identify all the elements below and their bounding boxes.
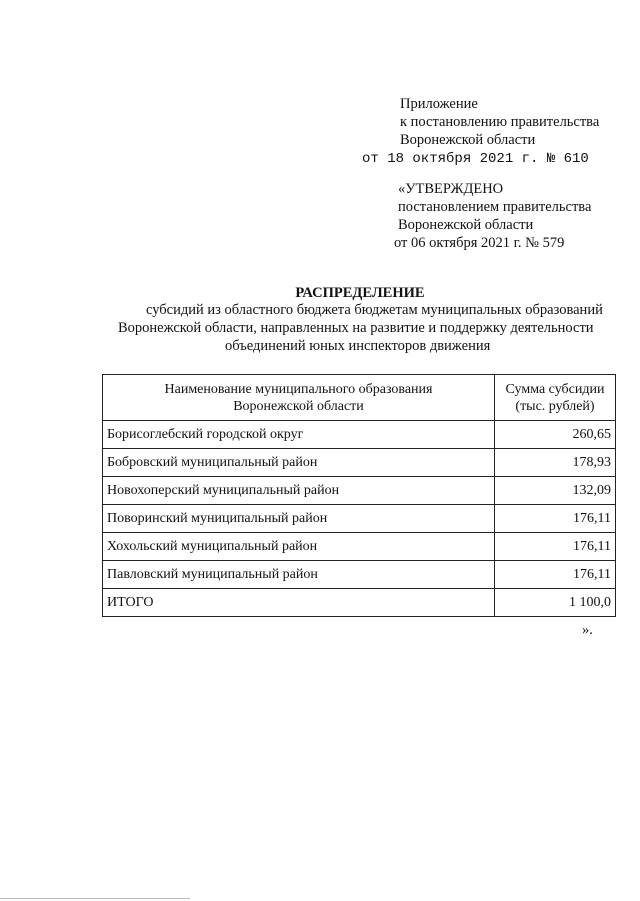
row-name: Новохоперский муниципальный район	[103, 477, 495, 505]
attachment-line-1: Приложение	[400, 96, 478, 112]
table-header-row	[103, 375, 616, 421]
row-sum: 178,93	[495, 449, 616, 477]
attachment-line-2: к постановлению правительства	[400, 114, 600, 130]
heading-line-3: объединений юных инспекторов движения	[225, 338, 491, 354]
row-sum: 260,65	[495, 421, 616, 449]
approved-line-3: Воронежской области	[398, 217, 534, 233]
attachment-line-3: Воронежской области	[400, 132, 536, 148]
heading-line-1: субсидий из областного бюджета бюджетам муниципальных образований	[146, 302, 603, 318]
table-row	[103, 533, 616, 561]
table-row	[103, 477, 616, 505]
row-sum: 176,11	[495, 533, 616, 561]
closing-quote: ».	[582, 622, 593, 638]
scan-edge-line	[0, 898, 190, 899]
row-name: Бобровский муниципальный район	[103, 449, 495, 477]
subsidy-table	[102, 374, 616, 617]
row-sum: 176,11	[495, 505, 616, 533]
table-row	[103, 561, 616, 589]
table-row	[103, 449, 616, 477]
row-name: Борисоглебский городской округ	[103, 421, 495, 449]
approved-line-4: от 06 октября 2021 г. № 579	[394, 235, 565, 251]
approved-line-1: «УТВЕРЖДЕНО	[398, 181, 504, 197]
table-row	[103, 421, 616, 449]
header-sum-line-1: Сумма субсидии	[505, 381, 605, 397]
table-row	[103, 505, 616, 533]
header-name-line-1: Наименование муниципального образования	[164, 381, 433, 397]
header-sum	[495, 375, 616, 421]
total-label: ИТОГО	[103, 589, 495, 617]
header-name-line-2: Воронежской области	[233, 398, 364, 414]
header-name	[103, 375, 495, 421]
row-name: Хохольский муниципальный район	[103, 533, 495, 561]
attachment-date-number: от 18 октября 2021 г. № 610	[362, 151, 589, 167]
heading-line-2: Воронежской области, направленных на развитие и поддержку деятельности	[118, 320, 594, 336]
document-title: РАСПРЕДЕЛЕНИЕ	[295, 285, 425, 301]
approved-line-2: постановлением правительства	[398, 199, 592, 215]
row-sum: 176,11	[495, 561, 616, 589]
row-name: Поворинский муниципальный район	[103, 505, 495, 533]
total-sum: 1 100,0	[495, 589, 616, 617]
header-sum-line-2: (тыс. рублей)	[515, 398, 595, 414]
table-total-row	[103, 589, 616, 617]
row-name: Павловский муниципальный район	[103, 561, 495, 589]
row-sum: 132,09	[495, 477, 616, 505]
